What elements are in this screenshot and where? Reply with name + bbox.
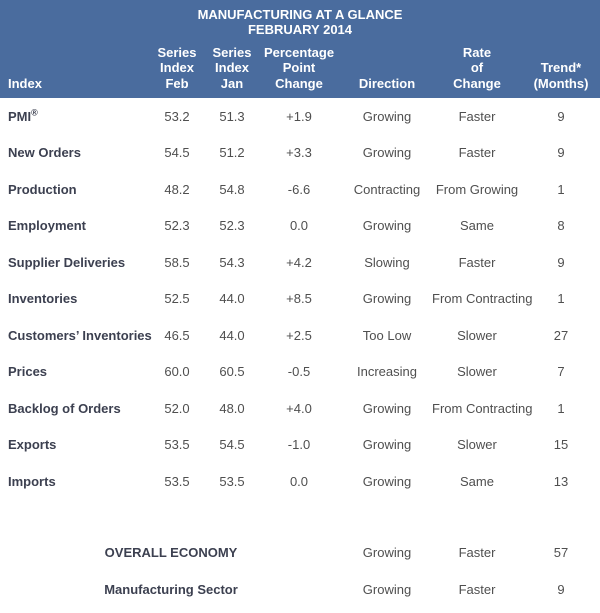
cell-rate: Faster (458, 254, 496, 270)
summary-label: Manufacturing Sector (104, 581, 238, 597)
cell-index-name: Backlog of Orders (8, 400, 121, 416)
cell-jan: 51.2 (219, 145, 245, 161)
table-header (0, 0, 600, 98)
cell-index-name: Prices (8, 364, 48, 380)
cell-trend: 9 (557, 108, 565, 124)
cell-change: 0.0 (289, 218, 309, 234)
cell-feb: 54.5 (164, 145, 190, 161)
cell-index-name: New Orders (8, 145, 81, 161)
cell-direction: Slowing (364, 254, 410, 270)
summary-cell-trend: 57 (553, 545, 569, 561)
summary-row (0, 571, 600, 608)
cell-feb: 58.5 (164, 254, 190, 270)
cell-index-name: Customers’ Inventories (8, 327, 152, 343)
cell-trend: 1 (557, 291, 565, 307)
spacer-row (0, 500, 600, 535)
cell-rate: Slower (457, 364, 497, 380)
cell-jan: 48.0 (219, 400, 245, 416)
cell-change: -0.5 (287, 364, 311, 380)
summary-cell-direction: Growing (362, 545, 412, 561)
title-cell (0, 0, 600, 40)
cell-trend: 27 (553, 327, 569, 343)
summary-cell-direction: Growing (362, 581, 412, 597)
cell-index-name: Exports (8, 437, 57, 453)
cell-trend: 9 (557, 145, 565, 161)
table-subtitle: FEBRUARY 2014 (247, 22, 353, 37)
summary-cell-rate: Faster (458, 581, 496, 597)
summary-cell-rate: Faster (458, 545, 496, 561)
cell-index-name: Inventories (8, 291, 78, 307)
cell-change: +4.0 (286, 400, 312, 416)
cell-jan: 54.5 (219, 437, 245, 453)
cell-trend: 15 (553, 437, 569, 453)
column-header-direction: Direction (342, 40, 432, 98)
summary-row (0, 535, 600, 572)
summary-label: OVERALL ECONOMY (104, 545, 238, 561)
cell-rate: Same (460, 473, 494, 489)
table-row (0, 463, 600, 500)
cell-trend: 1 (557, 181, 565, 197)
cell-trend: 8 (557, 218, 565, 234)
cell-rate: Same (460, 218, 494, 234)
cell-change: -1.0 (287, 437, 311, 453)
cell-change: +8.5 (286, 291, 312, 307)
table-row (0, 354, 600, 391)
cell-change: +4.2 (286, 254, 312, 270)
cell-trend: 9 (557, 254, 565, 270)
cell-trend: 13 (553, 473, 569, 489)
cell-jan: 54.3 (219, 254, 245, 270)
cell-rate: Slower (457, 437, 497, 453)
cell-feb: 52.5 (164, 291, 190, 307)
cell-direction: Growing (362, 218, 412, 234)
table-row (0, 427, 600, 464)
cell-feb: 52.0 (164, 400, 190, 416)
cell-jan: 44.0 (219, 291, 245, 307)
cell-jan: 51.3 (219, 108, 245, 124)
cell-trend: 1 (557, 400, 565, 416)
cell-feb: 53.5 (164, 473, 190, 489)
table-row (0, 281, 600, 318)
cell-direction: Too Low (362, 327, 412, 343)
cell-rate: Faster (458, 108, 496, 124)
cell-jan: 60.5 (219, 364, 245, 380)
table-row (0, 317, 600, 354)
table-body (0, 98, 600, 608)
cell-change: +1.9 (286, 108, 312, 124)
cell-feb: 46.5 (164, 327, 190, 343)
table-row (0, 171, 600, 208)
cell-trend: 7 (557, 364, 565, 380)
cell-rate: Faster (458, 145, 496, 161)
cell-direction: Growing (362, 400, 412, 416)
cell-index-name: PMI® (8, 107, 38, 124)
table-row (0, 98, 600, 135)
cell-jan: 54.8 (219, 181, 245, 197)
table-row (0, 208, 600, 245)
cell-index-name: Production (8, 181, 77, 197)
cell-feb: 60.0 (164, 364, 190, 380)
cell-direction: Contracting (353, 181, 421, 197)
cell-rate: From Contracting (432, 291, 533, 307)
cell-jan: 44.0 (219, 327, 245, 343)
title-row (0, 0, 600, 40)
cell-feb: 48.2 (164, 181, 190, 197)
cell-feb: 53.5 (164, 437, 190, 453)
table-row (0, 135, 600, 172)
cell-index-name: Supplier Deliveries (8, 254, 126, 270)
column-header-index: Index (0, 40, 146, 98)
cell-rate: From Growing (435, 181, 519, 197)
cell-direction: Growing (362, 437, 412, 453)
cell-direction: Growing (362, 108, 412, 124)
cell-feb: 52.3 (164, 218, 190, 234)
cell-change: +2.5 (286, 327, 312, 343)
cell-direction: Growing (362, 473, 412, 489)
cell-direction: Growing (362, 145, 412, 161)
cell-jan: 52.3 (219, 218, 245, 234)
spacer-cell (0, 500, 600, 535)
cell-index-name: Imports (8, 473, 56, 489)
column-header-series-index-feb: Series Index Feb (146, 40, 208, 98)
cell-change: 0.0 (289, 473, 309, 489)
cell-direction: Growing (362, 291, 412, 307)
cell-rate: From Contracting (432, 400, 533, 416)
cell-index-name: Employment (8, 218, 87, 234)
cell-rate: Slower (457, 327, 497, 343)
column-header-series-index-jan: Series Index Jan (208, 40, 256, 98)
column-header-rate-of-change: Rate of Change (432, 40, 522, 98)
cell-change: -6.6 (287, 181, 311, 197)
registered-trademark-symbol: ® (31, 107, 38, 118)
column-header-percentage-point-change: Percentage Point Change (256, 40, 342, 98)
cell-feb: 53.2 (164, 108, 190, 124)
column-header-trend-months: Trend* (Months) (522, 40, 600, 98)
summary-cell-trend: 9 (557, 581, 565, 597)
column-header-row (0, 40, 600, 98)
table-row (0, 244, 600, 281)
cell-jan: 53.5 (219, 473, 245, 489)
cell-direction: Increasing (357, 364, 417, 380)
table-row (0, 390, 600, 427)
table-title: MANUFACTURING AT A GLANCE (197, 7, 403, 22)
cell-change: +3.3 (286, 145, 312, 161)
